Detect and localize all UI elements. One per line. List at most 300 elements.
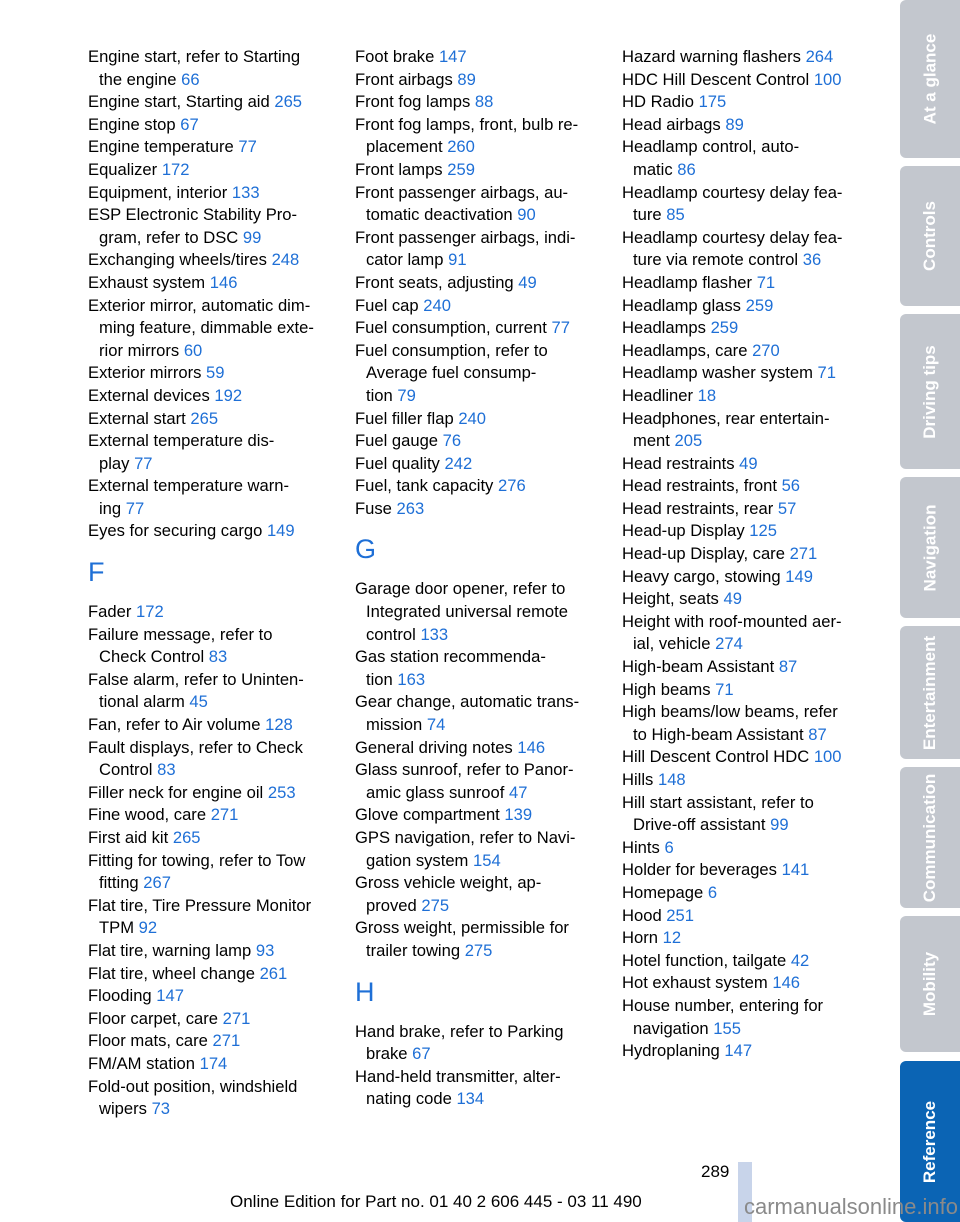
index-entry-text: Headlamps, care xyxy=(622,340,748,360)
index-entry xyxy=(622,588,867,611)
page-reference-link[interactable]: 99 xyxy=(770,815,789,835)
index-entry-text: Horn xyxy=(622,928,658,948)
page-reference-link[interactable]: 271 xyxy=(212,1031,241,1051)
page-reference-link[interactable]: 141 xyxy=(781,860,810,880)
index-entry xyxy=(355,804,600,827)
index-entry xyxy=(622,679,867,702)
page-reference-link[interactable]: 125 xyxy=(749,521,777,541)
index-entry xyxy=(622,136,867,181)
index-entry xyxy=(88,714,333,737)
index-entry-text: Exhaust system xyxy=(88,272,206,292)
index-entry-text: Headlamps xyxy=(622,318,706,338)
page-reference-link[interactable]: 67 xyxy=(180,114,199,134)
index-entry-text: General driving notes xyxy=(355,737,513,757)
page-reference-link[interactable]: 192 xyxy=(214,385,243,405)
sidebar-tab-at-a-glance[interactable] xyxy=(900,0,960,158)
index-entry xyxy=(88,1076,333,1121)
page-reference-link[interactable]: 91 xyxy=(448,250,467,270)
index-entry-text: Front seats, adjusting xyxy=(355,272,514,292)
index-entry xyxy=(88,295,333,363)
sidebar-tab-label: Reference xyxy=(920,1100,939,1183)
index-entry-text: Fuel consumption, refer to xyxy=(355,340,548,360)
page-reference-link[interactable]: 175 xyxy=(698,92,727,112)
index-entry-text: Floor mats, care xyxy=(88,1031,208,1051)
page-reference-link[interactable]: 267 xyxy=(143,873,171,893)
index-entry xyxy=(622,1040,867,1063)
index-entry xyxy=(622,950,867,973)
index-entry xyxy=(88,737,333,782)
page-reference-link[interactable]: 274 xyxy=(715,634,743,654)
page-reference-link[interactable]: 149 xyxy=(266,521,295,541)
index-entry-text: External start xyxy=(88,408,186,428)
page-reference-link[interactable]: 133 xyxy=(420,624,449,644)
page-reference-link[interactable]: 45 xyxy=(189,692,208,712)
index-entry-text: HD Radio xyxy=(622,92,694,112)
index-entry-text: Drive-off assistant xyxy=(633,815,766,835)
page-reference-link[interactable]: 79 xyxy=(397,385,416,405)
index-entry-text: Head restraints, rear xyxy=(622,498,774,518)
page-reference-link[interactable]: 276 xyxy=(497,476,526,496)
index-entry-text: Height, seats xyxy=(622,589,719,609)
index-entry-text: Floor carpet, care xyxy=(88,1008,219,1028)
index-entry-text: Front fog lamps xyxy=(355,92,471,112)
index-entry xyxy=(88,782,333,805)
index-entry-text: Gas station recommenda- xyxy=(355,647,546,667)
page-reference-link[interactable]: 265 xyxy=(172,828,201,847)
index-entry xyxy=(88,204,333,249)
page-reference-link[interactable]: 18 xyxy=(697,385,717,405)
sidebar-tab-communication[interactable] xyxy=(900,767,960,908)
page-reference-link[interactable]: 66 xyxy=(181,69,200,89)
index-entry xyxy=(88,895,333,940)
index-entry xyxy=(88,114,333,137)
index-entry xyxy=(88,430,333,475)
page-reference-link[interactable]: 71 xyxy=(715,679,734,699)
page-reference-link[interactable]: 264 xyxy=(805,47,834,66)
page-reference-link[interactable]: 83 xyxy=(157,760,176,780)
index-entry xyxy=(88,136,333,159)
index-entry xyxy=(622,837,867,860)
index-entry-text: Headlamp flasher xyxy=(622,272,753,292)
index-entry xyxy=(355,691,600,736)
page-reference-link[interactable]: 240 xyxy=(423,295,451,315)
page-reference-link[interactable]: 259 xyxy=(710,318,739,338)
index-entry-text: House number, entering for xyxy=(622,995,824,1015)
page-reference-link[interactable]: 263 xyxy=(396,498,425,518)
index-entry xyxy=(355,227,600,272)
page-reference-link[interactable]: 146 xyxy=(772,973,801,993)
index-entry-text: HDC Hill Descent Control xyxy=(622,69,810,89)
index-entry-text: Hydroplaning xyxy=(622,1041,720,1061)
index-entry xyxy=(622,295,867,318)
page-reference-link[interactable]: 259 xyxy=(447,159,475,179)
page-reference-link[interactable]: 265 xyxy=(190,408,219,428)
index-entry-text: gation system xyxy=(366,850,469,870)
page-reference-link[interactable]: 147 xyxy=(438,47,467,66)
index-entry-text: play xyxy=(99,453,130,473)
sidebar-tab-label: Driving tips xyxy=(920,344,940,439)
page-reference-link[interactable]: 77 xyxy=(134,453,153,473)
index-entry-text: Headliner xyxy=(622,385,694,405)
index-entry-text: High-beam Assistant xyxy=(622,657,775,677)
index-entry xyxy=(88,601,333,624)
index-entry xyxy=(355,737,600,760)
page-reference-link[interactable]: 57 xyxy=(777,498,797,518)
page-reference-link[interactable]: 261 xyxy=(259,963,288,983)
page-reference-link[interactable]: 148 xyxy=(657,770,686,789)
index-entry-text: Headlamp courtesy delay fea- xyxy=(622,227,843,247)
index-entry-text: External temperature dis- xyxy=(88,431,275,451)
index-entry-text: wipers xyxy=(99,1099,147,1119)
index-entry-text: Gross weight, permissible for xyxy=(355,918,569,938)
page-reference-link[interactable]: 133 xyxy=(231,182,260,202)
index-entry xyxy=(622,408,867,453)
index-entry xyxy=(622,362,867,385)
index-entry xyxy=(88,249,333,272)
page-reference-link[interactable]: 139 xyxy=(504,805,533,825)
index-entry-text: Fine wood, care xyxy=(88,805,207,825)
index-entry-text: Engine start, Starting aid xyxy=(88,92,270,112)
section-letter: F xyxy=(88,557,105,588)
page-reference-link[interactable]: 163 xyxy=(397,669,426,689)
index-entry-text: navigation xyxy=(633,1018,709,1038)
index-entry-text: Eyes for securing cargo xyxy=(88,521,263,541)
page-reference-link[interactable]: 71 xyxy=(817,363,836,383)
index-column-1 xyxy=(88,46,333,1121)
index-entry xyxy=(88,385,333,408)
page-number: 289 xyxy=(701,1162,730,1181)
index-entry-text: External devices xyxy=(88,385,210,405)
index-entry-text: Headlamp courtesy delay fea- xyxy=(622,182,843,202)
index-entry xyxy=(622,792,867,837)
index-entry xyxy=(88,850,333,895)
index-entry-text: Head-up Display, care xyxy=(622,544,785,564)
index-entry-text: Hints xyxy=(622,837,660,857)
page-reference-link[interactable]: 147 xyxy=(156,986,184,1006)
page-reference-link[interactable]: 6 xyxy=(664,837,674,857)
page-reference-link[interactable]: 149 xyxy=(785,566,813,586)
index-entry xyxy=(622,475,867,498)
page-reference-link[interactable]: 275 xyxy=(464,940,493,960)
sidebar-tab-controls[interactable] xyxy=(900,166,960,306)
index-entry-text: tional alarm xyxy=(99,692,185,712)
index-entry xyxy=(355,69,600,92)
page-reference-link[interactable]: 87 xyxy=(808,724,827,744)
index-entry xyxy=(622,91,867,114)
page-reference-link[interactable]: 242 xyxy=(444,453,473,473)
index-entry-text: Height with roof-mounted aer- xyxy=(622,611,842,631)
index-entry xyxy=(355,1021,600,1066)
index-entry-text: Glass sunroof, refer to Panor- xyxy=(355,760,574,780)
page-reference-link[interactable]: 248 xyxy=(271,250,300,270)
page-reference-link[interactable]: 77 xyxy=(238,137,257,157)
index-entry-text: gram, refer to DSC xyxy=(99,227,239,247)
index-entry-text: ESP Electronic Stability Pro- xyxy=(88,205,298,225)
page-reference-link[interactable]: 240 xyxy=(458,408,486,428)
index-entry-text: Heavy cargo, stowing xyxy=(622,566,781,586)
page-reference-link[interactable]: 93 xyxy=(255,940,275,960)
page-reference-link[interactable]: 87 xyxy=(778,657,798,677)
index-entry xyxy=(88,91,333,114)
page-reference-link[interactable]: 253 xyxy=(267,782,296,802)
section-letter: H xyxy=(355,976,375,1007)
index-entry-text: Engine temperature xyxy=(88,137,234,157)
sidebar-tab-entertainment[interactable] xyxy=(900,626,960,759)
page-reference-link[interactable]: 85 xyxy=(666,205,685,225)
page-reference-link[interactable]: 99 xyxy=(242,227,262,247)
index-entry-text: Hotel function, tailgate xyxy=(622,950,787,970)
page-reference-link[interactable]: 86 xyxy=(677,159,696,179)
index-entry-text: Hills xyxy=(622,770,654,789)
index-entry xyxy=(355,159,600,182)
page-reference-link[interactable]: 259 xyxy=(745,295,774,315)
index-entry xyxy=(355,91,600,114)
index-entry xyxy=(622,566,867,589)
page-reference-link[interactable]: 251 xyxy=(666,905,694,925)
index-entry-text: Holder for beverages xyxy=(622,860,777,880)
page-reference-link[interactable]: 146 xyxy=(209,272,238,292)
index-entry xyxy=(88,520,333,543)
sidebar-tab-label: Navigation xyxy=(920,504,939,591)
index-entry-text: Engine start, refer to Starting xyxy=(88,47,301,66)
index-entry xyxy=(88,46,333,91)
page-reference-link[interactable]: 77 xyxy=(551,318,570,338)
index-entry-text: control xyxy=(366,624,416,644)
index-entry xyxy=(355,578,600,646)
page-reference-link[interactable]: 271 xyxy=(222,1008,251,1028)
index-entry-text: Fuel gauge xyxy=(355,431,439,451)
page-reference-link[interactable]: 6 xyxy=(707,882,718,902)
index-entry-text: trailer towing xyxy=(366,940,461,960)
index-entry-text: ture xyxy=(633,205,662,225)
page-reference-link[interactable]: 88 xyxy=(474,92,494,112)
index-entry xyxy=(355,872,600,917)
page-reference-link[interactable]: 56 xyxy=(781,476,801,496)
index-entry xyxy=(622,995,867,1040)
page-reference-link[interactable]: 154 xyxy=(473,850,501,870)
index-entry-text: Engine stop xyxy=(88,114,176,134)
index-entry-text: Fuel filler flap xyxy=(355,408,454,428)
sidebar-tab-driving-tips[interactable] xyxy=(900,314,960,469)
index-entry-text: tomatic deactivation xyxy=(366,205,513,225)
index-entry xyxy=(622,385,867,408)
page-reference-link[interactable]: 67 xyxy=(412,1044,431,1064)
page-reference-link[interactable]: 47 xyxy=(508,782,528,802)
index-entry-text: Control xyxy=(99,760,153,780)
index-entry xyxy=(622,46,867,69)
index-entry-text: Fader xyxy=(88,602,132,622)
index-entry-text: Head airbags xyxy=(622,114,721,134)
index-entry xyxy=(622,701,867,746)
page-reference-link[interactable]: 42 xyxy=(790,950,810,970)
page-reference-link[interactable]: 71 xyxy=(756,272,776,292)
index-entry-text: High beams/low beams, refer xyxy=(622,702,838,722)
index-entry xyxy=(355,317,600,340)
page-reference-link[interactable]: 100 xyxy=(813,69,842,89)
page-reference-link[interactable]: 147 xyxy=(724,1041,753,1061)
page-reference-link[interactable]: 36 xyxy=(802,250,822,270)
index-entry xyxy=(622,340,867,363)
index-entry-text: Filler neck for engine oil xyxy=(88,782,264,802)
page-reference-link[interactable]: 271 xyxy=(789,544,818,564)
index-entry-text: to High-beam Assistant xyxy=(633,724,804,744)
index-entry-text: Headphones, rear entertain- xyxy=(622,408,830,428)
page-reference-link[interactable]: 76 xyxy=(442,431,462,451)
index-entry xyxy=(355,759,600,804)
index-entry-text: Flat tire, Tire Pressure Monitor xyxy=(88,895,312,915)
index-entry-text: High beams xyxy=(622,679,711,699)
index-entry-text: Hill start assistant, refer to xyxy=(622,792,814,812)
index-entry-text: GPS navigation, refer to Navi- xyxy=(355,828,576,847)
index-entry-text: Fuse xyxy=(355,498,392,518)
index-entry xyxy=(355,1066,600,1111)
index-entry-text: Headlamp control, auto- xyxy=(622,137,800,157)
index-entry xyxy=(355,498,600,521)
page-reference-link[interactable]: 174 xyxy=(199,1053,228,1073)
page-reference-link[interactable]: 172 xyxy=(135,602,164,622)
section-letter: G xyxy=(355,534,377,565)
index-entry-text: Hand-held transmitter, alter- xyxy=(355,1066,561,1086)
page-reference-link[interactable]: 172 xyxy=(161,159,190,179)
index-entry-text: Headlamp washer system xyxy=(622,363,813,383)
page-reference-link[interactable]: 128 xyxy=(265,715,293,735)
sidebar-tab-navigation[interactable] xyxy=(900,477,960,618)
index-entry-text: nating code xyxy=(366,1089,452,1109)
index-entry xyxy=(622,656,867,679)
index-entry-text: Front fog lamps, front, bulb re- xyxy=(355,114,579,134)
index-entry-text: Flat tire, warning lamp xyxy=(88,940,252,960)
index-entry-text: Hood xyxy=(622,905,662,925)
index-entry-text: ming feature, dimmable exte- xyxy=(99,318,314,338)
index-entry-text: Headlamp glass xyxy=(622,295,741,315)
index-entry-text: Fault displays, refer to Check xyxy=(88,737,303,757)
index-entry-text: Front airbags xyxy=(355,69,453,89)
index-entry-text: Head restraints xyxy=(622,453,735,473)
index-entry xyxy=(355,295,600,318)
index-entry-text: Gross vehicle weight, ap- xyxy=(355,873,542,893)
page-reference-link[interactable]: 49 xyxy=(723,589,742,609)
index-entry-text: brake xyxy=(366,1044,408,1064)
page-reference-link[interactable]: 265 xyxy=(274,92,303,112)
watermark: carmanualsonline.info xyxy=(743,1194,958,1219)
index-entry-text: Fan, refer to Air volume xyxy=(88,715,261,735)
sidebar-tab-mobility[interactable] xyxy=(900,916,960,1052)
index-entry-text: Integrated universal remote xyxy=(366,602,569,622)
index-entry-text: Head-up Display xyxy=(622,521,745,541)
index-entry xyxy=(622,69,867,92)
page-reference-link[interactable]: 100 xyxy=(813,747,842,767)
index-entry-text: Failure message, refer to xyxy=(88,624,273,644)
page-reference-link[interactable]: 146 xyxy=(517,737,546,757)
index-entry-text: mission xyxy=(366,715,423,735)
index-entry-text: ture via remote control xyxy=(633,250,799,270)
page-reference-link[interactable]: 77 xyxy=(125,498,145,518)
page-reference-link[interactable]: 90 xyxy=(517,205,536,225)
sidebar-tab-label: Entertainment xyxy=(920,635,940,750)
page-reference-link[interactable]: 74 xyxy=(426,715,446,735)
index-entry-text: ing xyxy=(99,498,122,518)
page-reference-link[interactable]: 83 xyxy=(208,647,228,667)
sidebar-tab-label: Communication xyxy=(920,773,940,902)
chapter-sidebar xyxy=(900,0,960,1222)
index-entry xyxy=(355,408,600,431)
page-reference-link[interactable]: 73 xyxy=(151,1099,171,1119)
index-entry-text: Hazard warning flashers xyxy=(622,47,801,66)
index-entry xyxy=(355,917,600,962)
index-entry-text: External temperature warn- xyxy=(88,476,290,496)
page-reference-link[interactable]: 260 xyxy=(447,137,475,157)
index-entry xyxy=(355,114,600,159)
page-reference-link[interactable]: 60 xyxy=(183,340,203,360)
index-entry xyxy=(88,827,333,850)
index-entry xyxy=(622,114,867,137)
page-reference-link[interactable]: 134 xyxy=(456,1089,485,1109)
index-entry xyxy=(355,46,600,69)
index-entry xyxy=(88,408,333,431)
index-entry xyxy=(622,927,867,950)
index-entry-text: rior mirrors xyxy=(99,340,180,360)
index-entry xyxy=(622,746,867,769)
index-entry-text: the engine xyxy=(99,69,177,89)
page-reference-link[interactable]: 92 xyxy=(138,918,158,938)
page-reference-link[interactable]: 205 xyxy=(674,431,703,451)
index-entry xyxy=(355,453,600,476)
page-reference-link[interactable]: 275 xyxy=(421,895,450,915)
page-reference-link[interactable]: 49 xyxy=(518,272,537,292)
index-entry-text: Check Control xyxy=(99,647,205,667)
index-entry xyxy=(88,669,333,714)
index-entry-text: Homepage xyxy=(622,882,704,902)
index-entry xyxy=(88,272,333,295)
index-entry xyxy=(622,859,867,882)
page-reference-link[interactable]: 49 xyxy=(739,453,758,473)
page-reference-link[interactable]: 59 xyxy=(206,363,225,383)
index-entry xyxy=(622,272,867,295)
page-reference-link[interactable]: 12 xyxy=(662,928,682,948)
index-entry-text: Exchanging wheels/tires xyxy=(88,250,267,270)
page-reference-link[interactable]: 270 xyxy=(752,340,780,360)
index-entry xyxy=(622,317,867,340)
index-entry-text: ial, vehicle xyxy=(633,634,711,654)
index-entry xyxy=(355,182,600,227)
page-reference-link[interactable]: 89 xyxy=(725,114,744,134)
index-entry-text: placement xyxy=(366,137,443,157)
index-entry-text: TPM xyxy=(99,918,135,938)
sidebar-tab-label: Controls xyxy=(920,201,940,271)
index-entry xyxy=(88,940,333,963)
index-entry-text: fitting xyxy=(99,873,139,893)
index-entry-text: ment xyxy=(633,431,670,451)
index-entry xyxy=(622,498,867,521)
page-reference-link[interactable]: 155 xyxy=(713,1018,741,1038)
index-entry-text: Fuel, tank capacity xyxy=(355,476,494,496)
index-entry-text: Fuel consumption, current xyxy=(355,318,547,338)
index-entry-text: Fitting for towing, refer to Tow xyxy=(88,850,306,870)
index-entry-text: Head restraints, front xyxy=(622,476,777,496)
page-reference-link[interactable]: 89 xyxy=(457,69,476,89)
index-entry-text: Front passenger airbags, indi- xyxy=(355,227,576,247)
index-entry-text: tion xyxy=(366,669,393,689)
index-entry xyxy=(355,827,600,872)
page-reference-link[interactable]: 271 xyxy=(210,805,239,825)
index-entry-text: Equalizer xyxy=(88,159,158,179)
index-entry-text: FM/AM station xyxy=(88,1053,195,1073)
index-entry-text: Flat tire, wheel change xyxy=(88,963,255,983)
index-entry-text: Hill Descent Control HDC xyxy=(622,747,810,767)
index-entry xyxy=(88,624,333,669)
index-entry-text: cator lamp xyxy=(366,250,444,270)
index-entry xyxy=(88,159,333,182)
